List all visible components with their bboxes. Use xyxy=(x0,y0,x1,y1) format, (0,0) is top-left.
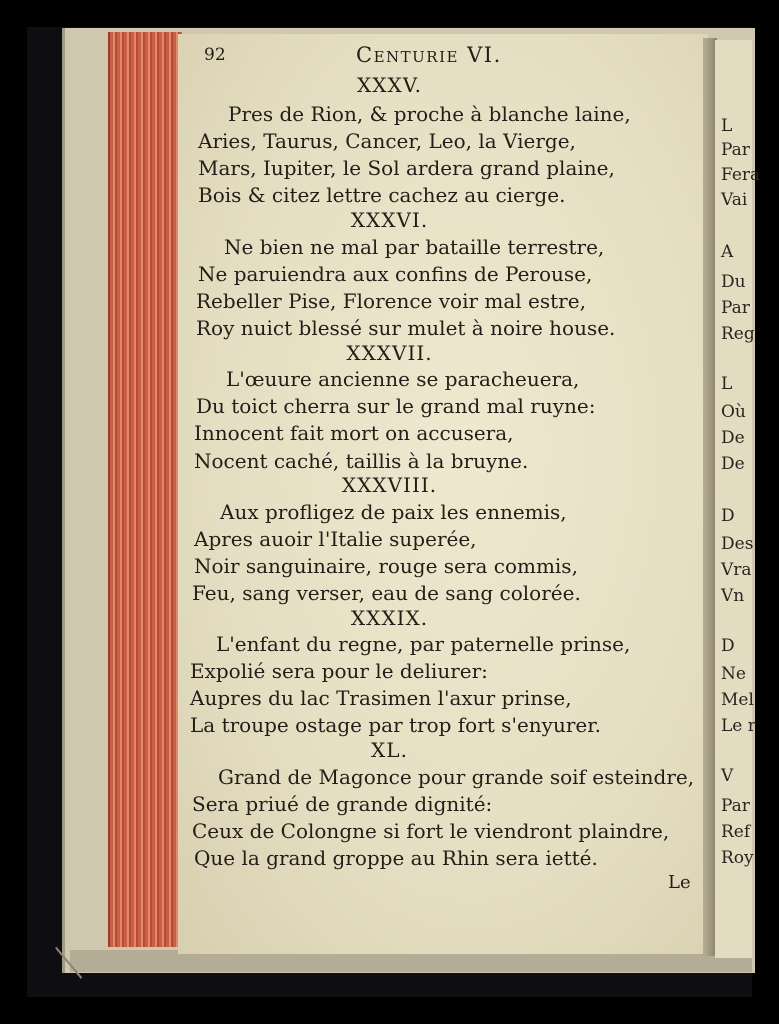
facing-fragment: A xyxy=(721,242,734,262)
verse-line: Aries, Taurus, Cancer, Leo, la Vierge, xyxy=(198,129,576,153)
verse-line: L'enfant du regne, par paternelle prinse, xyxy=(216,632,631,656)
facing-fragment: Par xyxy=(721,298,750,318)
facing-fragment: Reg xyxy=(721,324,755,344)
verse-line: Ne paruiendra aux confins de Perouse, xyxy=(198,262,593,286)
verse-line: Rebeller Pise, Florence voir mal estre, xyxy=(196,289,586,313)
facing-fragment: Mel xyxy=(721,690,754,710)
verse-line: Du toict cherra sur le grand mal ruyne: xyxy=(196,394,596,418)
facing-fragment: L xyxy=(721,374,733,394)
facing-fragment: Ne xyxy=(721,664,746,684)
quatrain-heading: XXXVII. xyxy=(346,341,433,365)
facing-fragment: Ref xyxy=(721,822,751,842)
quatrain-heading: XXXVIII. xyxy=(341,473,438,497)
quatrain-heading: XXXIX. xyxy=(350,606,429,630)
facing-fragment: Vn xyxy=(721,586,745,606)
facing-fragment: Où xyxy=(721,402,746,422)
facing-fragment: Vai xyxy=(721,190,748,210)
verse-line: Expolié sera pour le deliurer: xyxy=(190,659,488,683)
facing-fragment: Fera xyxy=(721,165,761,185)
verse-line: Aupres du lac Trasimen l'axur prinse, xyxy=(190,686,572,710)
running-head: Centurie VI. xyxy=(356,43,502,67)
verse-line: Apres auoir l'Italie superée, xyxy=(194,527,477,551)
facing-fragment: D xyxy=(721,636,735,656)
verse-line: Ne bien ne mal par bataille terrestre, xyxy=(224,235,605,259)
verse-line: Que la grand groppe au Rhin sera ietté. xyxy=(194,846,598,870)
quatrain-heading: XXXVI. xyxy=(350,208,429,232)
facing-fragment: Roy xyxy=(721,848,754,868)
facing-fragment: De xyxy=(721,428,745,448)
facing-fragment: Par xyxy=(721,796,750,816)
page-number: 92 xyxy=(204,45,226,65)
verse-line: Mars, Iupiter, le Sol ardera grand plaine, xyxy=(198,156,615,180)
facing-fragment: Par xyxy=(721,140,750,160)
facing-fragment: De xyxy=(721,454,745,474)
verse-line: Grand de Magonce pour grande soif esteindre, xyxy=(218,765,695,789)
facing-fragment: V xyxy=(721,766,734,786)
verse-line: Ceux de Colongne si fort le viendront plaindre, xyxy=(192,819,670,843)
verse-line: Noir sanguinaire, rouge sera commis, xyxy=(194,554,578,578)
quatrain-heading: XL. xyxy=(371,738,408,762)
verse-line: Pres de Rion, & proche à blanche laine, xyxy=(228,102,631,126)
catchword: Le xyxy=(668,872,691,893)
verse-line: Aux profligez de paix les ennemis, xyxy=(220,500,567,524)
verse-line: Roy nuict blessé sur mulet à noire house. xyxy=(196,316,616,340)
verse-line: Feu, sang verser, eau de sang colorée. xyxy=(192,581,581,605)
verse-line: La troupe ostage par trop fort s'enyurer. xyxy=(190,713,601,737)
verse-line: Innocent fait mort on accusera, xyxy=(194,421,514,445)
facing-fragment: Du xyxy=(721,272,746,292)
facing-fragment: Vra xyxy=(721,560,752,580)
facing-fragment: D xyxy=(721,506,735,526)
quatrain-heading: XXXV. xyxy=(356,73,423,97)
verse-line: Bois & citez lettre cachez au cierge. xyxy=(198,183,566,207)
verse-line: Nocent caché, taillis à la bruyne. xyxy=(194,449,529,473)
verse-line: Sera priué de grande dignité: xyxy=(192,792,493,816)
facing-fragment: Des xyxy=(721,534,754,554)
facing-fragment: Le r xyxy=(721,716,756,736)
facing-page xyxy=(715,40,761,958)
facing-fragment: L xyxy=(721,116,733,136)
verse-line: L'œuure ancienne se paracheuera, xyxy=(226,367,580,391)
